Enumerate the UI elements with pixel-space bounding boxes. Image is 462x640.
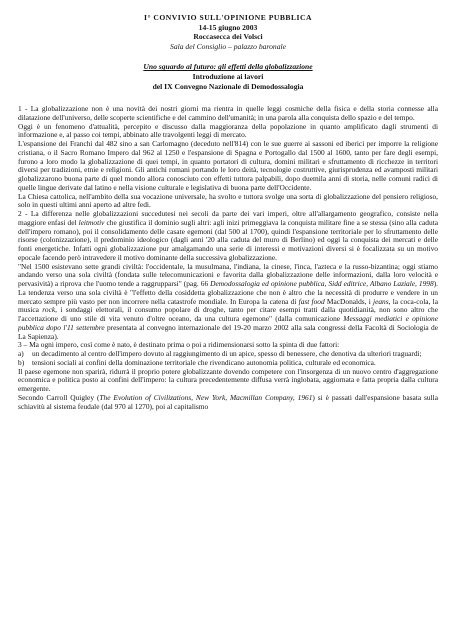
paragraph-9: Secondo Carroll Quigley (The Evolution of Civilizations, New York, Macmillan Company, 1961) si è passati dall'espansione basata sulla schiavitù al sistema feudale (dal 970 al 1270), poi al capitalismo (18, 392, 438, 411)
paragraph-7: 3 – Ma ogni impero, così come è nato, è destinato prima o poi a ridimensionarsi sotto la spinta di due fattori: (18, 340, 340, 350)
list-item-text: tensioni sociali ai confini della dominazione territoriale che rivendicano autonomia politica, culturale ed economica. (32, 357, 376, 367)
factor-list (18, 350, 438, 368)
document-body (18, 105, 438, 411)
convivio-title: I° CONVIVIO SULL'OPINIONE PUBBLICA (144, 13, 312, 22)
list-marker: b) (18, 357, 25, 367)
document-header (18, 13, 438, 91)
paragraph-1: 1 - La globalizzazione non è una novità dei nostri giorni ma rientra in quelle leggi cosmiche della fisica e della storia connesse alla dilatazione dell'universo, delle scoperte scientifiche e del cammino dell'umanità; in una parola alla conquista dello spazio e del tempo. (18, 104, 438, 122)
paragraph-3: L'espansione dei Franchi dal 482 sino a san Carlomagno (deceduto nell'814) con le sue guerre ai sassoni ed iberici per imporre la religione cristiana, o il Sacro Romano Impero dal 962 al 1250 e l'espansione di Spagna e Portogallo dal 1500 al 1600, tanto per fare degli esempi, furono a loro modo la globalizzazione di quei tempi, in quanto portatori di cultura, domini militari e sfruttamento di ricchezze in territori diversi per tradizioni, etnie e religioni. Gli antichi romani portando le loro deità, tecnologie costruttive, giurisprudenza ed avamposti militari globalizzarono buona parte di quel mondo allora conosciuto con effetti tuttora palpabili, dopo duemila anni di storia, nelle comuni radici di quelle lingue derivate dal latino e nella visione culturale e legislativa di buona parte dell'Occidente. (18, 139, 438, 192)
paragraph-8: Il paese egemone non sparirà, ridurrà il proprio potere globalizzante dovendo competere con l'insorgenza di un nuovo centro d'aggregazione economica e politica posto ai confini dell'impero: la cultura precedentemente diffusa verrà inglobata, aggiornata e fatta propria dalla cultura emergente. (18, 366, 438, 394)
intro-line: Introduzione ai lavori (192, 71, 264, 81)
event-venue: Sala del Consiglio – palazzo baronale (170, 41, 286, 51)
book-citation: Demodossalogia ed opinione pubblica, Sidd editrice, Albano Laziale, 1998 (210, 279, 434, 289)
list-item-text: un decadimento al centro dell'impero dovuto al raggiungimento di un apice, spesso di benessere, che denotiva da ulteriori traguardi; (32, 349, 422, 359)
paragraph-5: 2 - La differenza nelle globalizzazioni succedutesi nei secoli da parte dei vari imperi, oltre all'allargamento geografico, consiste nella maggiore enfasi del leitmotiv che giustifica il dominio sugli altri: agli inizi primeggiava la conquista militare fine a se stessa (sino alla caduta dell'impero romano), poi il consolidamento delle casate egemoni (dal 500 al 1700), quindi l'espansione territoriale per lo sfruttamento delle risorse (colonizzazione), il predominio ideologico (dagli anni '20 alla caduta del muro di Berlino) ed oggi la conquista dei mercati e delle fonti energetiche. Infatti ogni globalizzazione pur amalgamando una serie di interessi e motivazioni diversi si è focalizzata su un motivo epocale facendo però intravedere il motivo dominante della successiva globalizzazione. (18, 209, 438, 262)
communication-title: Messaggi mediatici e opinione pubblica dopo l'11 settembre (18, 314, 438, 332)
paragraph-4: La Chiesa cattolica, nell'ambito della sua vocazione universale, ha svolto e tuttora svolge una sorta di globalizzazione del pensiero religioso, solo in questi ultimi anni aperto ad altre fedi. (18, 191, 438, 210)
event-dates: 14-15 giugno 2003 (198, 22, 258, 32)
list-marker: a) (18, 349, 24, 359)
paragraph-2: Oggi è un fenomeno d'attualità, percepito e discusso dalla maggioranza della popolazione in quanto amplificato dagli strumenti di informazione e, al passo coi tempi, abbinato alle travolgenti leggi di mercato. (18, 121, 438, 140)
lecture-title: Uno sguardo al futuro: gli effetti della globalizzazione (143, 62, 313, 72)
paragraph-6: "Nel 1500 esistevano sette grandi civiltà: l'occidentale, la musulmana, l'indiana, la cinese, l'inca, l'azteca e la russo-bizantina; oggi stiamo andando verso una sola civiltà (fondata sulle telecomunicazioni e favorita dalla globalizzazione delle informazioni, dalla loro velocità e pervasività) a riprova che l'uomo tende a raggrupparsi" (pag. 66 Demodossalogia ed opinione pubblica, Sidd editrice, Albano Laziale, 1998). La tendenza verso una sola civiltà è "l'effetto della cosiddetta globalizzazione che non è altro che la necessità di produrre e vendere in un mercato sempre più vasto per non incorrere nella catastrofe mondiale. In Europa la catena di fast food MacDonalds, i jeans, la coca-cola, la musica rock, i sondaggi elettorali, il consumo popolare di droghe, tanto per citare esempi tratti dalla quotidianità, non sono altro che l'accettazione di uno stile di vita venuto d'oltre oceano, da una cultura egemone" (dalla comunicazione Messaggi mediatici e opinione pubblica dopo l'11 settembre presentata al convegno internazionale del 19-20 marzo 2002 alla sala congressi della Facoltà di Sociologia de La Sapienza). (18, 261, 439, 341)
quigley-citation: The Evolution of Civilizations, New York, Macmillan Company, 1961 (99, 392, 313, 402)
leitmotiv-term: leitmotiv (78, 217, 105, 227)
list-item (18, 359, 438, 368)
convegno-line: del IX Convegno Nazionale di Demodossalogia (152, 81, 304, 91)
event-place: Roccasecca dei Volsci (193, 32, 263, 42)
